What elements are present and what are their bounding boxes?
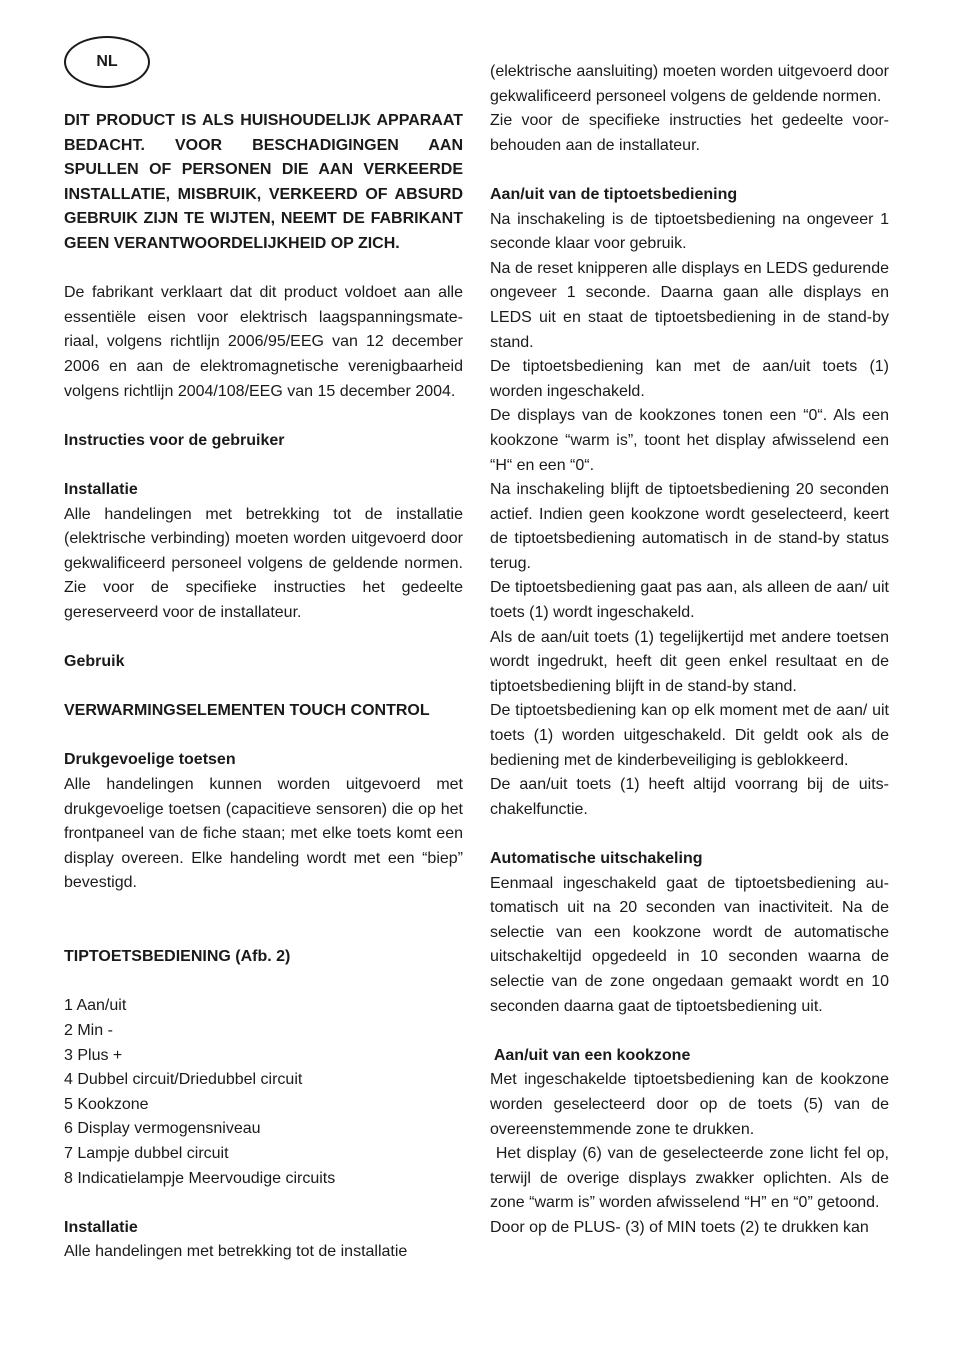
paragraph: Na de reset knipperen alle displays en LEDS gedurende ongeveer 1 seconde. Daarna gaan alle displays en LEDS uit en staat de tiptoetsbediening in de stand-by stand. xyxy=(490,259,889,351)
paragraph: Met ingeschakelde tiptoetsbediening kan de kookzone worden geselecteerd door op de toets (5) van de overeenstemmende zone te drukken. xyxy=(490,1071,889,1138)
paragraph: Het display (6) van de geselecteerde zone licht fel op, terwijl de overige displays zwakker oplichten. Als de zone “warm is” worden afwisselend “H” en “0” getoond. xyxy=(490,1145,894,1212)
touch-keys-text: Alle handelingen kunnen worden uitgevoerd met drukgevoelige toetsen (capacitieve sensoren) die op het frontpaneel van de fiche staan; met elke toets komt een display overeen. Elke handeling wordt met een “biep” bevestigd. xyxy=(64,776,463,892)
paragraph: Na inschakeling is de tiptoetsbediening na ongeveer 1 seconde klaar voor gebruik. xyxy=(490,210,889,253)
list-item: 5 Kookzone xyxy=(64,1095,149,1113)
paragraph: De displays van de kookzones tonen een “0“. Als een kookzone “warm is”, toont het display afwisselend een “H“ en een “0“. xyxy=(490,407,889,474)
paragraph: De aan/uit toets (1) heeft altijd voorrang bij de uitschakelfunctie. xyxy=(490,776,889,818)
onoff-keypad-heading: Aan/uit van de tiptoetsbediening xyxy=(490,185,738,203)
list-item: 3 Plus + xyxy=(64,1046,123,1064)
list-item: 6 Display vermogensniveau xyxy=(64,1120,261,1138)
paragraph: De tiptoetsbediening gaat pas aan, als alleen de aan/ uit toets (1) wordt ingeschakeld. xyxy=(490,579,889,622)
auto-off-text: Eenmaal ingeschakeld gaat de tiptoetsbediening automatisch uit na 20 seconden van inactiviteit. Na de selectie van een kookzone wordt de automatische uitschakeltijd opgedeeld in 10 seconden waarna de selectie van de zone ongedaan gemaakt wordt en 10 seconden daarna gaat de tiptoetsbediening uit. xyxy=(490,874,889,1015)
paragraph: De tiptoetsbediening kan op elk moment met de aan/ uit toets (1) worden uitgeschakeld. Dit geldt ook als de bediening met de kinderbeveiliging is geblokkeerd. xyxy=(490,702,889,769)
list-item: 8 Indicatielampje Meervoudige circuits xyxy=(64,1169,336,1187)
installation2-heading: Installatie xyxy=(64,1218,138,1236)
list-item: 2 Min - xyxy=(64,1021,113,1039)
declaration-text: De fabrikant verklaart dat dit product voldoet aan alle essentiële eisen voor elektrisch laagspanningsmateriaal, volgens richtlijn 2006/95/EEG van 12 december 2006 en aan de elektromagnetische verenigbaarheid volgens richtlijn 2004/108/EEG van 15 december 2004. xyxy=(64,284,463,400)
touch-control-heading: VERWARMINGSELEMENTEN TOUCH CONTROL xyxy=(64,702,430,720)
auto-off-heading: Automatische uitschakeling xyxy=(490,850,703,867)
right-column xyxy=(490,60,894,1241)
paragraph: De tiptoetsbediening kan met de aan/uit toets (1) worden ingeschakeld. xyxy=(490,358,889,400)
paragraph: Door op de PLUS- (3) of MIN toets (2) te drukken kan xyxy=(490,1218,869,1236)
use-heading: Gebruik xyxy=(64,653,125,671)
user-instructions-heading: Instructies voor de gebruiker xyxy=(64,431,285,449)
paragraph: Als de aan/uit toets (1) tegelijkertijd met andere toetsen wordt ingedrukt, heeft dit geen enkel resultaat en de tiptoetsbediening blijft in de stand-by stand. xyxy=(490,628,889,695)
keypad-legend-list xyxy=(64,994,463,1191)
zone-onoff-heading: Aan/uit van een kookzone xyxy=(490,1046,691,1064)
language-badge: NL xyxy=(64,36,150,88)
installation-text: Alle handelingen met betrekking tot de installatie (elektrische verbinding) moeten worden uitgevoerd door gekwalificeerd personeel volgens de geldende normen. Zie voor de specifieke instructies het gedeelte gereserveerd voor de installateur. xyxy=(64,505,463,621)
left-column xyxy=(64,109,463,1265)
list-item: 4 Dubbel circuit/Driedubbel circuit xyxy=(64,1071,303,1089)
continuation-text: (elektrische aansluiting) moeten worden uitgevoerd door gekwalificeerd personeel volgens de geldende normen. xyxy=(490,63,889,105)
warning-text: DIT PRODUCT IS ALS HUISHOUDELIJK APPARAAT BEDACHT. VOOR BESCHADIGINGEN AAN SPULLEN OF PERSONEN DIE AAN VERKEERDE INSTALLATIE, MISBRUIK, VERKEERD OF ABSURD GEBRUIK ZIJN TE WIJTEN, NEEMT DE FABRIKANT GEEN VERANTWOORDELIJKHEID OP ZICH. xyxy=(64,112,463,252)
keypad-heading: TIPTOETSBEDIENING (Afb. 2) xyxy=(64,948,291,966)
installation-heading: Installatie xyxy=(64,480,138,498)
touch-keys-heading: Drukgevoelige toetsen xyxy=(64,751,236,769)
list-item: 1 Aan/uit xyxy=(64,997,127,1015)
installation2-text: Alle handelingen met betrekking tot de installatie xyxy=(64,1243,408,1261)
list-item: 7 Lampje dubbel circuit xyxy=(64,1144,229,1162)
paragraph: Na inschakeling blijft de tiptoetsbediening 20 seconden actief. Indien geen kookzone wordt geselecteerd, keert de tiptoetsbediening automatisch in de stand-by status terug. xyxy=(490,481,889,572)
installer-note: Zie voor de specifieke instructies het gedeelte voorbehouden aan de installateur. xyxy=(490,112,889,154)
